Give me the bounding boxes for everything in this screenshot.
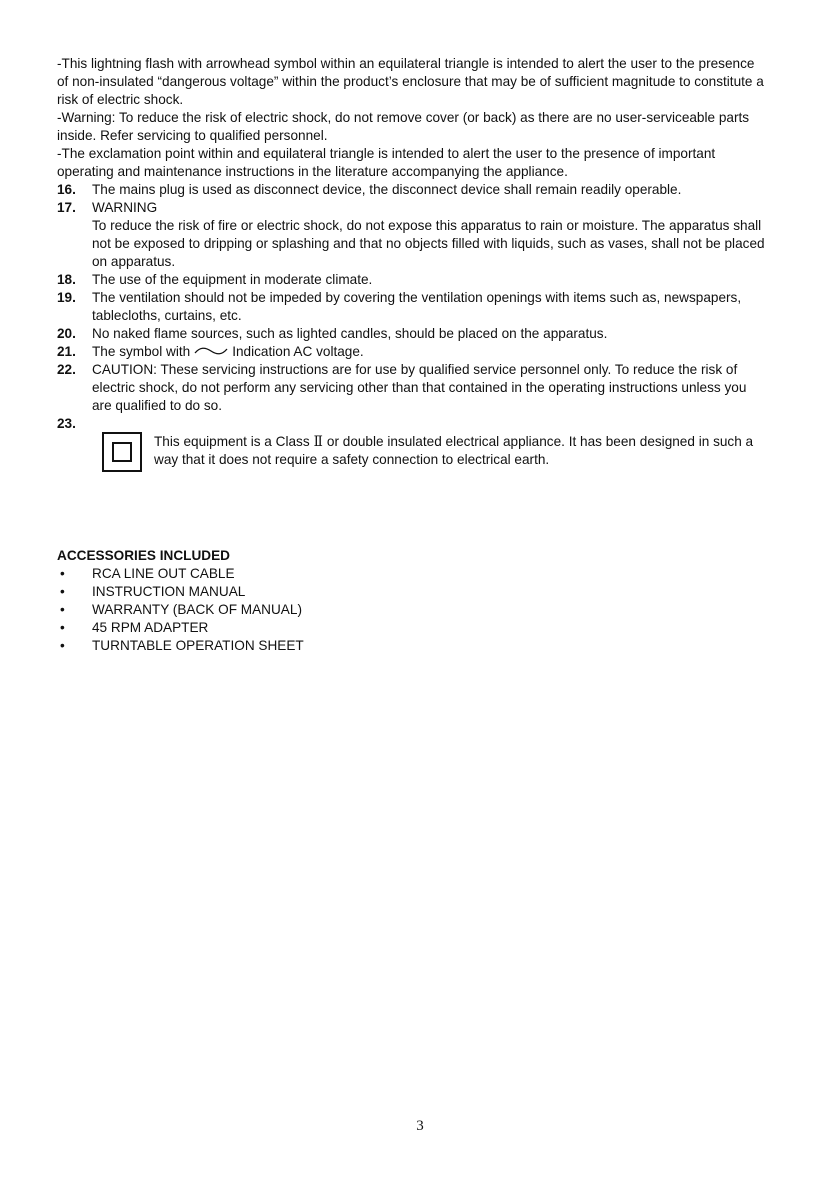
item-number: 20. xyxy=(57,326,76,341)
item-number: 19. xyxy=(57,290,76,305)
list-item xyxy=(57,565,769,583)
list-item xyxy=(57,583,769,601)
item-number: 21. xyxy=(57,344,76,359)
item-number: 16. xyxy=(57,182,76,197)
list-item xyxy=(57,289,769,325)
list-item xyxy=(57,343,769,361)
intro-paragraph: -The exclamation point within and equilateral triangle is intended to alert the user to the presence of important operating and maintenance instructions in the literature accompanying the appliance. xyxy=(57,146,716,179)
item-title: WARNING xyxy=(92,200,158,215)
ac-voltage-icon xyxy=(194,343,228,361)
bullet-icon: • xyxy=(60,566,65,581)
page-number: 3 xyxy=(416,1118,424,1134)
safety-instructions xyxy=(57,55,769,472)
class-roman-numeral: Ⅱ xyxy=(313,434,323,451)
numbered-list xyxy=(57,181,769,472)
item-number: 18. xyxy=(57,272,76,287)
accessories-section xyxy=(57,547,769,655)
class-ii-icon xyxy=(102,432,142,472)
item-text: The ventilation should not be impeded by covering the ventilation openings with items such as, newspapers, tablecloths, curtains, etc. xyxy=(92,290,742,323)
accessory-label: RCA LINE OUT CABLE xyxy=(92,566,235,581)
bullet-icon: • xyxy=(60,620,65,635)
bullet-icon: • xyxy=(60,638,65,653)
accessory-label: TURNTABLE OPERATION SHEET xyxy=(92,638,304,653)
list-item xyxy=(57,199,769,271)
item-text: CAUTION: These servicing instructions are for use by qualified service personnel only. To reduce the risk of electric shock, do not perform any servicing other than that contained in the operating instructions unless you are qualified to do so. xyxy=(92,362,747,414)
list-item xyxy=(57,325,769,343)
intro-paragraph: -Warning: To reduce the risk of electric shock, do not remove cover (or back) as there are no user-serviceable parts inside. Refer servicing to qualified personnel. xyxy=(57,110,750,143)
accessories-list xyxy=(57,565,769,655)
accessories-title: ACCESSORIES INCLUDED xyxy=(57,548,230,563)
list-item xyxy=(57,601,769,619)
item-text: Indication AC voltage. xyxy=(232,344,364,359)
item-text: No naked flame sources, such as lighted candles, should be placed on the apparatus. xyxy=(92,326,608,341)
list-item xyxy=(57,619,769,637)
item-text: To reduce the risk of fire or electric shock, do not expose this apparatus to rain or moisture. The apparatus shall not be exposed to dripping or splashing and that no objects filled with liquids, such as vases, shall not be placed on apparatus. xyxy=(92,218,765,269)
item-number: 23. xyxy=(57,416,76,432)
intro-paragraph: -This lightning flash with arrowhead symbol within an equilateral triangle is intended to alert the user to the presence of non-insulated “dangerous voltage” within the product’s enclosure that may be of sufficient magnitude to constitute a risk of electric shock. xyxy=(57,56,764,107)
item-number: 22. xyxy=(57,362,76,378)
item-text: This equipment is a Class xyxy=(154,434,310,450)
list-item xyxy=(57,271,769,289)
item-text: The use of the equipment in moderate climate. xyxy=(92,272,373,287)
list-item xyxy=(57,181,769,199)
list-item xyxy=(57,637,769,655)
item-text: or double insulated electrical appliance. It has been designed in such a way that it does not require a safety connection to electrical earth. xyxy=(154,434,754,468)
accessory-label: 45 RPM ADAPTER xyxy=(92,620,209,635)
item-number: 17. xyxy=(57,200,76,215)
accessory-label: INSTRUCTION MANUAL xyxy=(92,584,246,599)
accessory-label: WARRANTY (BACK OF MANUAL) xyxy=(92,602,302,617)
item-text: The mains plug is used as disconnect device, the disconnect device shall remain readily operable. xyxy=(92,182,682,197)
list-item xyxy=(57,361,769,415)
bullet-icon: • xyxy=(60,602,65,617)
bullet-icon: • xyxy=(60,584,65,599)
item-text: The symbol with xyxy=(92,344,191,359)
list-item xyxy=(57,415,769,472)
